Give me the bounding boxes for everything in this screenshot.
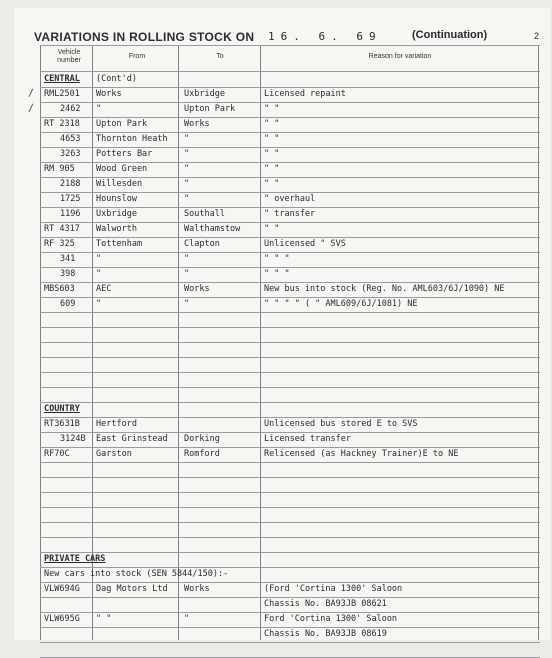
reason-cell: " "	[264, 179, 280, 189]
reason-cell: Relicensed (as Hackney Trainer)E to NE	[264, 449, 459, 459]
from-cell: Potters Bar	[96, 149, 153, 159]
vehicle-number-cell: 1196	[60, 209, 81, 219]
row-rule	[40, 567, 540, 568]
to-cell: Romford	[184, 449, 220, 459]
reason-cell: " " "	[264, 254, 290, 264]
row-rule	[40, 387, 540, 388]
reason-cell: " " " " ( " AML609/6J/1081) NE	[264, 299, 418, 309]
reason-cell: " "	[264, 119, 280, 129]
from-cell: Hertford	[96, 419, 137, 429]
from-cell: "	[96, 104, 102, 114]
to-cell: Works	[184, 119, 210, 129]
to-cell: Uxbridge	[184, 89, 225, 99]
row-rule	[40, 582, 540, 583]
vehicle-number-cell: RM 905	[44, 164, 75, 174]
vehicle-number-cell: New cars into stock (SEN 5844/150):-	[44, 569, 229, 579]
row-rule	[40, 492, 540, 493]
row-rule	[40, 447, 540, 448]
row-rule	[40, 192, 540, 193]
from-cell: East Grinstead	[96, 434, 168, 444]
row-rule	[40, 552, 540, 553]
from-cell: Works	[96, 89, 122, 99]
row-rule	[40, 45, 540, 46]
vehicle-number-cell: 398	[60, 269, 76, 279]
row-rule	[40, 117, 540, 118]
row-rule	[40, 432, 540, 433]
row-rule	[40, 417, 540, 418]
vehicle-number-cell: PRIVATE CARS	[44, 554, 106, 564]
to-cell: "	[184, 614, 190, 624]
reason-cell: Unlicensed " SVS	[264, 239, 346, 249]
reason-cell: " "	[264, 104, 280, 114]
continuation-label: (Continuation)	[412, 29, 488, 41]
row-rule	[40, 612, 540, 613]
row-rule	[40, 252, 540, 253]
from-cell: Uxbridge	[96, 209, 137, 219]
from-cell: Thornton Heath	[96, 134, 168, 144]
vehicle-number-cell: MBS603	[44, 284, 75, 294]
to-cell: "	[184, 164, 190, 174]
to-cell: Works	[184, 284, 210, 294]
to-cell: "	[184, 194, 190, 204]
reason-cell: Licensed repaint	[264, 89, 346, 99]
row-rule	[40, 462, 540, 463]
vehicle-number-cell: 3124B	[60, 434, 86, 444]
header-vehicle-number: Vehicle number	[57, 49, 81, 64]
document-date: 16. 6. 69	[268, 30, 382, 43]
from-cell: Wood Green	[96, 164, 148, 174]
from-cell: " "	[96, 614, 112, 624]
row-rule	[40, 627, 540, 628]
row-rule	[40, 537, 540, 538]
to-cell: "	[184, 254, 190, 264]
row-rule	[40, 522, 540, 523]
vehicle-number-cell: RT 2318	[44, 119, 80, 129]
row-rule	[40, 507, 540, 508]
vehicle-number-cell: VLW695G	[44, 614, 80, 624]
row-rule	[40, 71, 540, 72]
to-cell: Walthamstow	[184, 224, 241, 234]
vehicle-number-cell: CENTRAL	[44, 74, 80, 84]
from-cell: "	[96, 254, 102, 264]
vehicle-number-cell: RT3631B	[44, 419, 80, 429]
from-cell: "	[96, 299, 102, 309]
reason-cell: New bus into stock (Reg. No. AML603/6J/1090) NE	[264, 284, 505, 294]
to-cell: "	[184, 179, 190, 189]
row-rule	[40, 132, 540, 133]
from-cell: Upton Park	[96, 119, 148, 129]
reason-cell: Chassis No. BA93JB 08619	[264, 629, 387, 639]
vehicle-number-cell: 609	[60, 299, 76, 309]
reason-cell: Licensed transfer	[264, 434, 351, 444]
vehicle-number-cell: RF 325	[44, 239, 75, 249]
vehicle-number-cell: 2462	[60, 104, 81, 114]
to-cell: Clapton	[184, 239, 220, 249]
row-rule	[40, 177, 540, 178]
vehicle-number-cell: RT 4317	[44, 224, 80, 234]
vehicle-number-cell: RML2501	[44, 89, 80, 99]
from-cell: "	[96, 269, 102, 279]
header-from: From	[128, 53, 146, 60]
from-cell: Willesden	[96, 179, 143, 189]
margin-tick-mark: ∕	[28, 88, 35, 99]
from-cell: Hounslow	[96, 194, 137, 204]
to-cell: "	[184, 134, 190, 144]
from-cell: AEC	[96, 284, 112, 294]
to-cell: "	[184, 269, 190, 279]
row-rule	[40, 297, 540, 298]
from-cell: Tottenham	[96, 239, 143, 249]
reason-cell: Chassis No. BA93JB 08621	[264, 599, 387, 609]
row-rule	[40, 342, 540, 343]
row-rule	[40, 207, 540, 208]
from-cell: Walworth	[96, 224, 137, 234]
row-rule	[40, 357, 540, 358]
reason-cell: " " "	[264, 269, 290, 279]
reason-cell: " "	[264, 134, 280, 144]
row-rule	[40, 597, 540, 598]
row-rule	[40, 642, 540, 643]
vehicle-number-cell: RF70C	[44, 449, 70, 459]
row-rule	[40, 327, 540, 328]
reason-cell: " overhaul	[264, 194, 316, 204]
row-rule	[40, 222, 540, 223]
page-number: 2	[534, 31, 540, 41]
from-cell: Dag Motors Ltd	[96, 584, 168, 594]
row-rule	[40, 162, 540, 163]
to-cell: "	[184, 299, 190, 309]
to-cell: Dorking	[184, 434, 220, 444]
reason-cell: " "	[264, 164, 280, 174]
to-cell: Southall	[184, 209, 225, 219]
row-rule	[40, 87, 540, 88]
vehicle-number-cell: VLW694G	[44, 584, 80, 594]
document-title: VARIATIONS IN ROLLING STOCK ON	[34, 30, 255, 44]
reason-cell: " "	[264, 224, 280, 234]
from-cell: Garston	[96, 449, 132, 459]
margin-tick-mark: ∕	[28, 103, 35, 114]
to-cell: Upton Park	[184, 104, 236, 114]
header-reason: Reason for variation	[368, 53, 432, 60]
row-rule	[40, 372, 540, 373]
row-rule	[40, 147, 540, 148]
row-rule	[40, 102, 540, 103]
row-rule	[40, 237, 540, 238]
row-rule	[40, 402, 540, 403]
reason-cell: " transfer	[264, 209, 316, 219]
row-rule	[40, 312, 540, 313]
from-cell: (Cont'd)	[96, 74, 137, 84]
vehicle-number-cell: 1725	[60, 194, 81, 204]
vehicle-number-cell: 341	[60, 254, 76, 264]
vehicle-number-cell: 4653	[60, 134, 81, 144]
to-cell: Works	[184, 584, 210, 594]
vehicle-number-cell: 3263	[60, 149, 81, 159]
reason-cell: Unlicensed bus stored E to SVS	[264, 419, 418, 429]
vehicle-number-cell: 2188	[60, 179, 81, 189]
row-rule	[40, 282, 540, 283]
reason-cell: (Ford 'Cortina 1300' Saloon	[264, 584, 403, 594]
vehicle-number-cell: COUNTRY	[44, 404, 80, 414]
row-rule	[40, 477, 540, 478]
reason-cell: " "	[264, 149, 280, 159]
header-to: To	[216, 53, 224, 60]
reason-cell: Ford 'Cortina 1300' Saloon	[264, 614, 398, 624]
to-cell: "	[184, 149, 190, 159]
row-rule	[40, 267, 540, 268]
